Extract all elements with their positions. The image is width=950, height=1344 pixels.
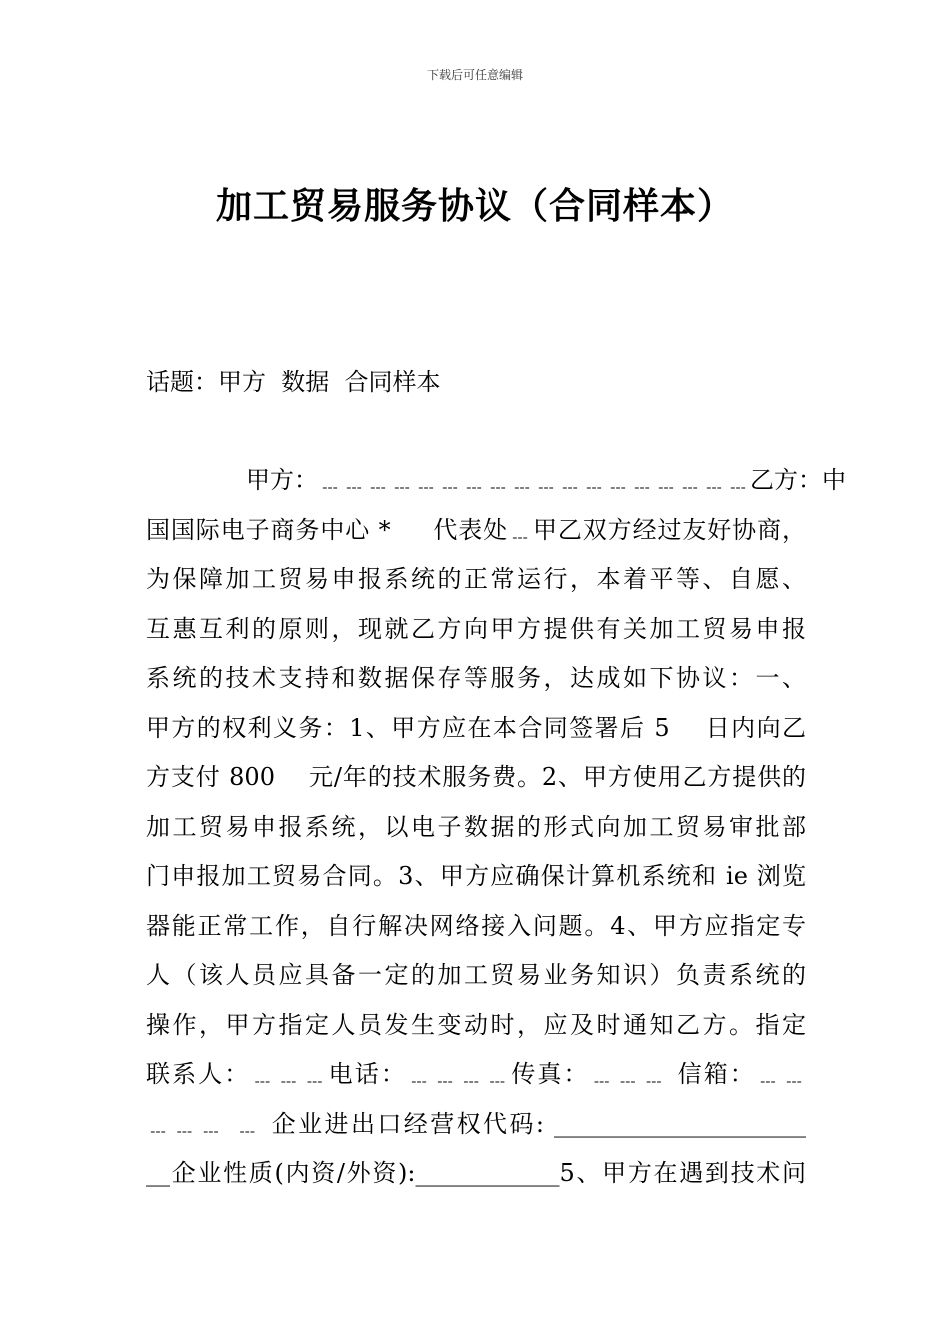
body-line: ﹍﹍﹍ ﹍ 企业进出口经营权代码: _____________________ (146, 1110, 806, 1138)
body-line: 互惠互利的原则，现就乙方向甲方提供有关加工贸易申报 (146, 615, 806, 643)
body-line: __企业性质(内资/外资):____________5、甲方在遇到技术问 (146, 1159, 806, 1187)
body-line: 甲方的权利义务：1、甲方应在本合同签署后 5 日内向乙 (146, 714, 806, 742)
body-line: 器能正常工作，自行解决网络接入问题。4、甲方应指定专 (146, 912, 806, 940)
body-line: 甲方：﹍﹍﹍﹍﹍﹍﹍﹍﹍﹍﹍﹍﹍﹍﹍﹍﹍﹍乙方：中 (246, 466, 846, 494)
body-line: 门申报加工贸易合同。3、甲方应确保计算机系统和 ie 浏览 (146, 862, 806, 890)
body-line: 为保障加工贸易申报系统的正常运行，本着平等、自愿、 (146, 565, 806, 593)
body-line: 国国际电子商务中心 * 代表处﹍甲乙双方经过友好协商， (146, 516, 806, 544)
body-line: 加工贸易申报系统，以电子数据的形式向加工贸易审批部 (146, 813, 806, 841)
topic-line: 话题：甲方 数据 合同样本 (146, 368, 441, 396)
document-title: 加工贸易服务协议（合同样本） (215, 185, 734, 227)
body-line: 方支付 800 元/年的技术服务费。2、甲方使用乙方提供的 (146, 763, 806, 791)
body-line: 系统的技术支持和数据保存等服务，达成如下协议：一、 (146, 664, 806, 692)
body-line: 操作，甲方指定人员发生变动时，应及时通知乙方。指定 (146, 1011, 806, 1039)
body-line: 联系人：﹍﹍﹍电话：﹍﹍﹍﹍传真：﹍﹍﹍ 信箱：﹍﹍ (146, 1060, 806, 1088)
body-line: 人（该人员应具备一定的加工贸易业务知识）负责系统的 (146, 961, 806, 989)
header-note: 下载后可任意编辑 (426, 68, 523, 82)
